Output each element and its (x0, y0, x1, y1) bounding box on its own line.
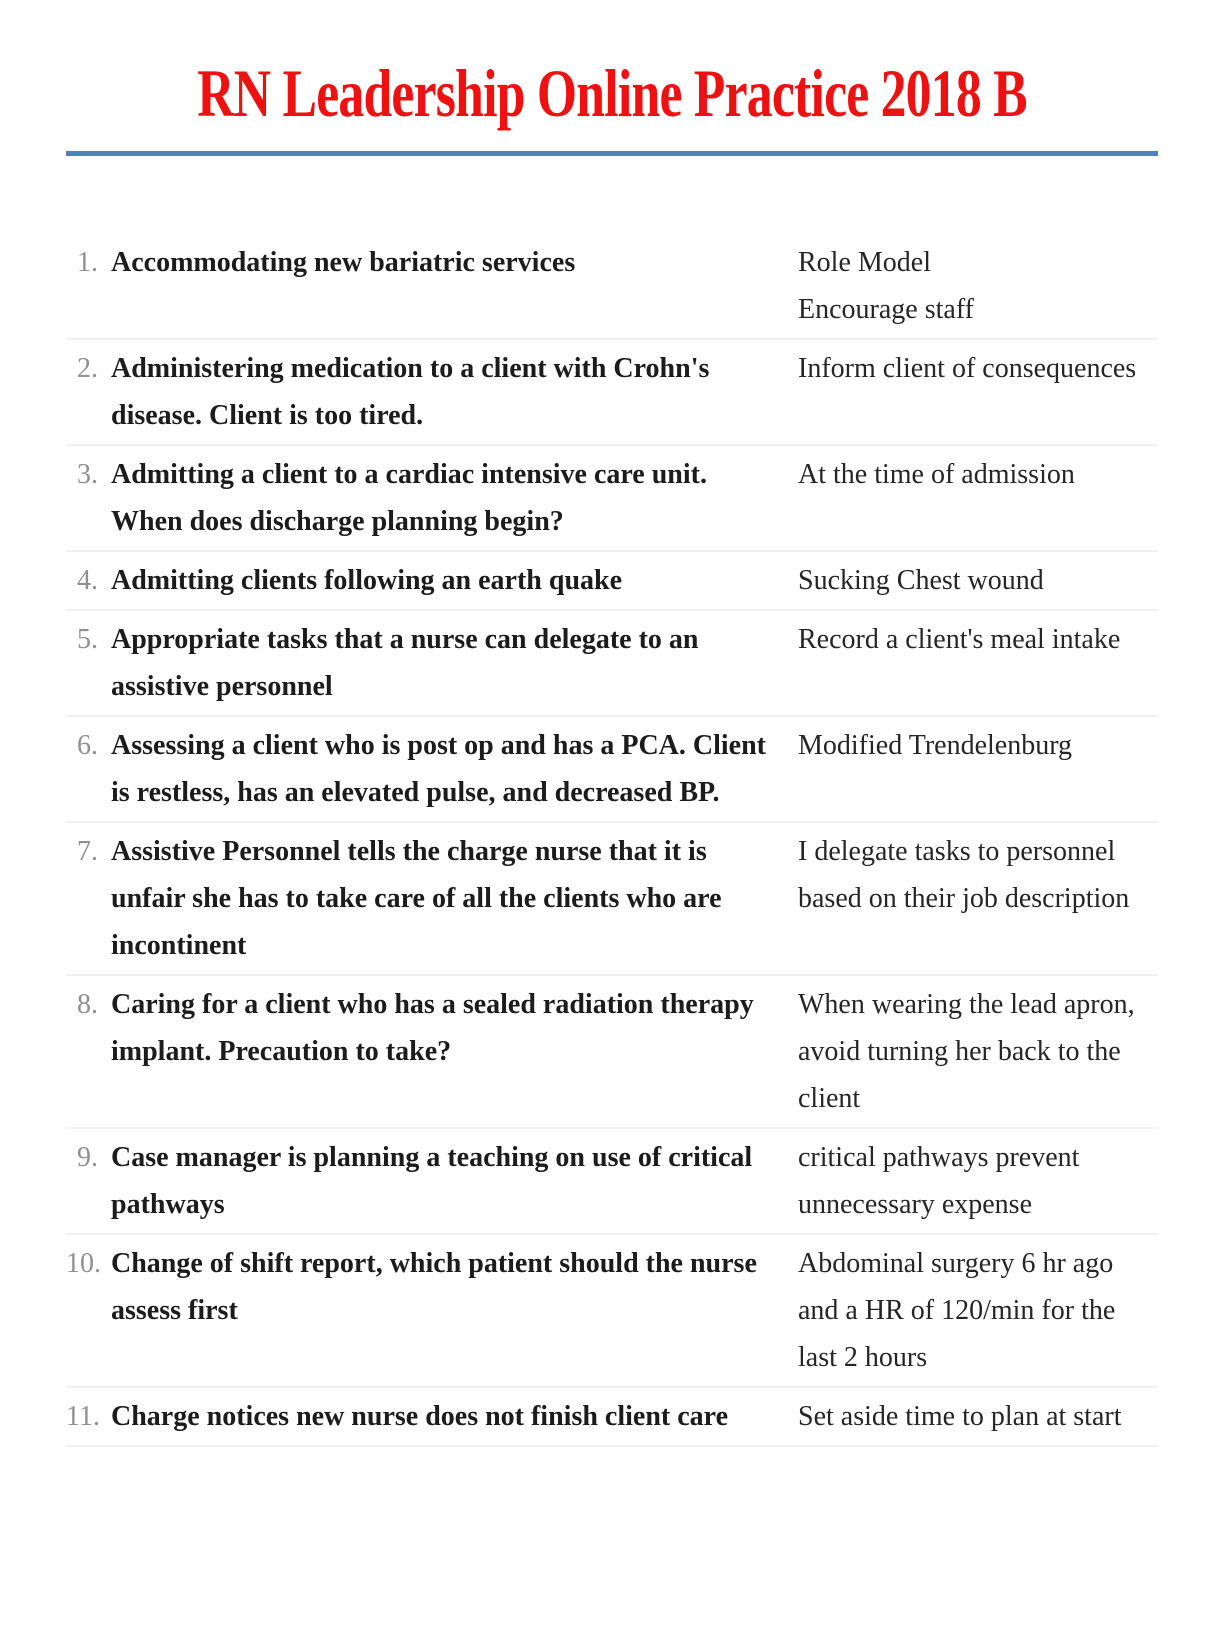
question-text: Accommodating new bariatric services (111, 247, 576, 278)
answer-text (771, 981, 1158, 1122)
item-number: 1. (77, 247, 98, 278)
question-text: Administering medication to a client with Crohn's disease. Client is too tired. (111, 353, 710, 431)
qa-row (66, 340, 1158, 446)
question-text: Case manager is planning a teaching on use of critical pathways (111, 1142, 753, 1220)
answer-line: and a HR of 120/min for the (798, 1295, 1116, 1326)
answer-line: Role Model (798, 247, 931, 278)
qa-row (66, 823, 1158, 976)
item-number: 9. (77, 1142, 98, 1173)
answer-text (771, 828, 1158, 969)
answer-text (771, 345, 1158, 439)
answer-line: critical pathways prevent (798, 1142, 1080, 1173)
qa-row (66, 717, 1158, 823)
answer-line: Record a client's meal intake (798, 624, 1121, 655)
document-page (0, 54, 1224, 1447)
qa-row (66, 552, 1158, 611)
qa-row (66, 976, 1158, 1129)
question-text: Appropriate tasks that a nurse can delegate to an assistive personnel (111, 624, 699, 702)
answer-text (771, 1393, 1158, 1440)
answer-line: Inform client of consequences (798, 353, 1137, 384)
qa-row (66, 1129, 1158, 1235)
answer-line: At the time of admission (798, 459, 1075, 490)
answer-line: Sucking Chest wound (798, 565, 1044, 596)
answer-line: Modified Trendelenburg (798, 730, 1073, 761)
answer-line: last 2 hours (798, 1342, 928, 1373)
answer-line: avoid turning her back to the (798, 1036, 1121, 1067)
answer-text (771, 1134, 1158, 1228)
page-title: RN Leadership Online Practice 2018 B (197, 55, 1027, 131)
qa-row (66, 611, 1158, 717)
answer-line: Encourage staff (798, 294, 974, 325)
item-number: 6. (77, 730, 98, 761)
question-text: Assistive Personnel tells the charge nurse that it is unfair she has to take care of all the clients who are incontinent (111, 836, 722, 961)
question-text: Admitting clients following an earth quake (111, 565, 623, 596)
answer-text (771, 722, 1158, 816)
answer-text (771, 1240, 1158, 1381)
item-number: 11. (66, 1401, 100, 1432)
answer-line: client (798, 1083, 861, 1114)
question-answer-list (66, 234, 1158, 1447)
item-number: 2. (77, 353, 98, 384)
qa-row (66, 234, 1158, 340)
qa-row (66, 1235, 1158, 1388)
item-number: 5. (77, 624, 98, 655)
answer-text (771, 451, 1158, 545)
item-number: 10. (66, 1248, 101, 1279)
qa-row (66, 1388, 1158, 1447)
question-text: Caring for a client who has a sealed radiation therapy implant. Precaution to take? (111, 989, 754, 1067)
answer-line: Abdominal surgery 6 hr ago (798, 1248, 1114, 1279)
question-text: Charge notices new nurse does not finish client care (111, 1401, 728, 1432)
qa-row (66, 446, 1158, 552)
question-text: Assessing a client who is post op and has a PCA. Client is restless, has an elevated pulse, and decreased BP. (111, 730, 766, 808)
answer-line: based on their job description (798, 883, 1130, 914)
item-number: 4. (77, 565, 98, 596)
answer-text (771, 616, 1158, 710)
item-number: 3. (77, 459, 98, 490)
answer-text (771, 557, 1158, 604)
item-number: 8. (77, 989, 98, 1020)
answer-text (771, 239, 1158, 333)
item-number: 7. (77, 836, 98, 867)
question-text: Change of shift report, which patient should the nurse assess first (111, 1248, 757, 1326)
answer-line: I delegate tasks to personnel (798, 836, 1116, 867)
answer-line: Set aside time to plan at start (798, 1401, 1122, 1432)
answer-line: When wearing the lead apron, (798, 989, 1135, 1020)
title-divider-rule (66, 151, 1158, 156)
question-text: Admitting a client to a cardiac intensive care unit. When does discharge planning begin? (111, 459, 707, 537)
answer-line: unnecessary expense (798, 1189, 1033, 1220)
